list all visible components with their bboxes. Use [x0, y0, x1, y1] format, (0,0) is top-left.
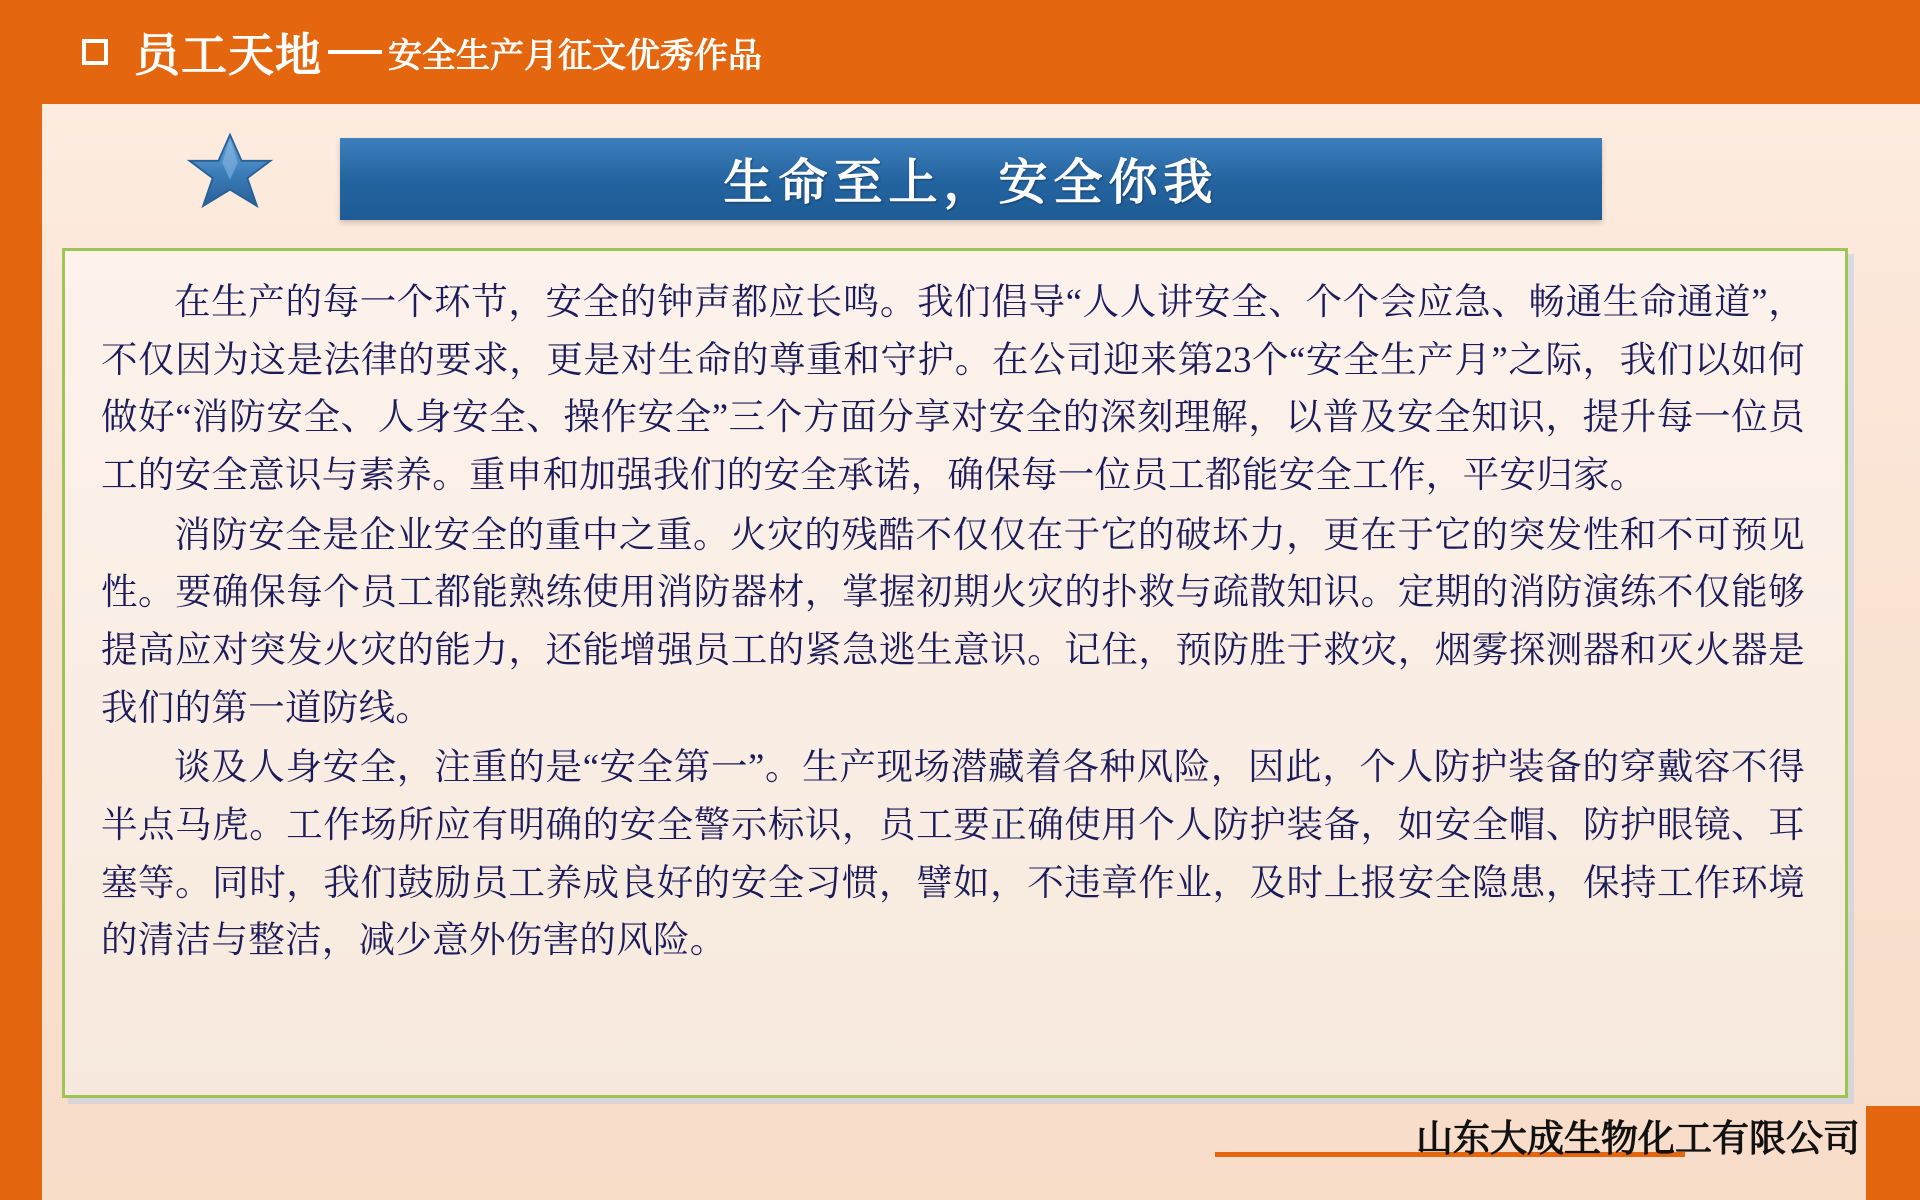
- article-paragraph-3: 谈及人身安全，注重的是“安全第一”。生产现场潜藏着各种风险，因此，个人防护装备的穿戴容不得半点马虎。工作场所应有明确的安全警示标识，员工要正确使用个人防护装备，如安全帽、防护眼镜、耳塞等。同时，我们鼓励员工养成良好的安全习惯，譬如，不违章作业，及时上报安全隐患，保持工作环境的清洁与整洁，减少意外伤害的风险。: [101, 746, 1805, 961]
- section-title-text: 生命至上，安全你我: [723, 156, 1219, 210]
- header-subtitle: 安全生产月征文优秀作品: [388, 36, 762, 75]
- header-dash-icon: [328, 50, 382, 54]
- left-orange-rail: [0, 0, 42, 1200]
- page-title: 员工天地: [134, 29, 322, 81]
- footer-orange-block: [1866, 1106, 1920, 1200]
- header-content: [82, 0, 762, 104]
- footer-company-name: 山东大成生物化工有限公司: [1416, 1118, 1860, 1159]
- square-outline-icon: [82, 39, 108, 65]
- six-point-star-icon: [182, 132, 278, 228]
- section-title-bar: [340, 138, 1602, 220]
- article-body: [62, 248, 1848, 1098]
- article-paragraph-1: 在生产的每一个环节，安全的钟声都应长鸣。我们倡导“人人讲安全、个个会应急、畅通生命通道”，不仅因为这是法律的要求，更是对生命的尊重和守护。在公司迎来第23个“安全生产月”之际，我们以如何做好“消防安全、人身安全、操作安全”三个方面分享对安全的深刻理解，以普及安全知识，提升每一位员工的安全意识与素养。重申和加强我们的安全承诺，确保每一位员工都能安全工作，平安归家。: [101, 281, 1805, 495]
- header-band: [0, 0, 1920, 104]
- article-paragraph-2: 消防安全是企业安全的重中之重。火灾的残酷不仅仅在于它的破坏力，更在于它的突发性和不可预见性。要确保每个员工都能熟练使用消防器材，掌握初期火灾的扑救与疏散知识。定期的消防演练不仅能够提高应对突发火灾的能力，还能增强员工的紧急逃生意识。记住，预防胜于救灾，烟雾探测器和灭火器是我们的第一道防线。: [101, 513, 1805, 728]
